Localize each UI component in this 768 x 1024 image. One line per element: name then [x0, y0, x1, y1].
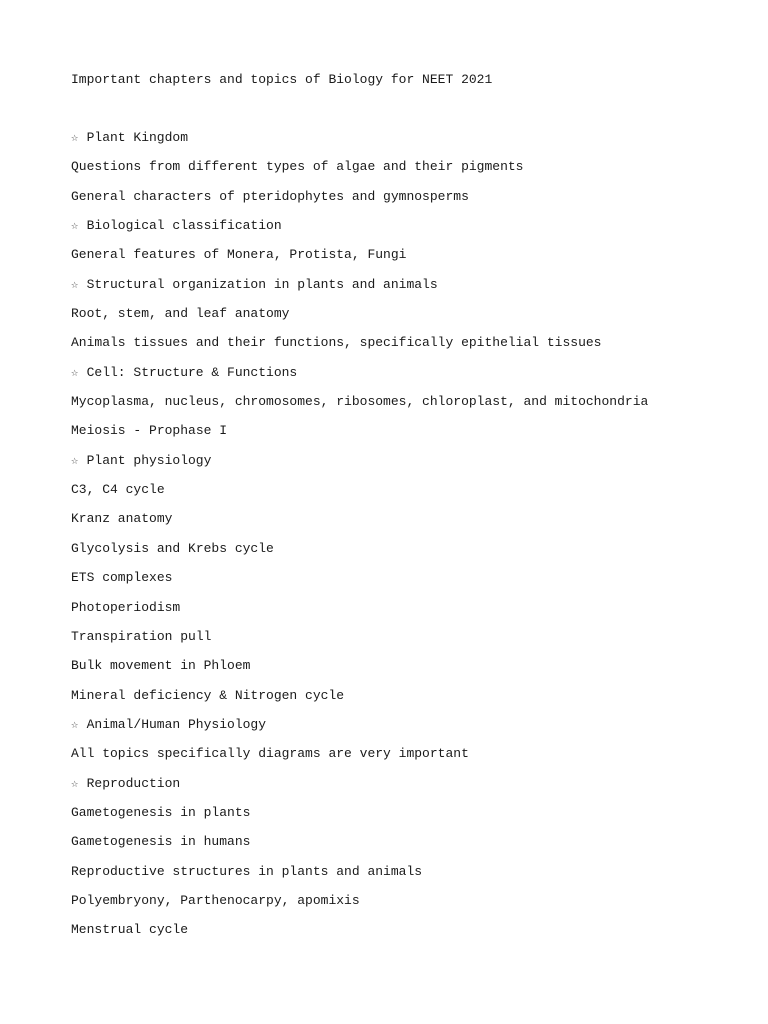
star-outline-icon: ☆	[71, 776, 79, 791]
topic-item: Polyembryony, Parthenocarpy, apomixis	[71, 892, 360, 908]
section-heading	[71, 365, 748, 394]
topic-item: General features of Monera, Protista, Fungi	[71, 247, 407, 263]
star-outline-icon: ☆	[71, 131, 79, 145]
topic-item: Gametogenesis in plants	[71, 804, 251, 820]
topic-item: Gametogenesis in humans	[71, 834, 251, 850]
document-page	[71, 72, 748, 938]
topic-item: Kranz anatomy	[71, 511, 173, 527]
topic-item: All topics specifically diagrams are very important	[71, 746, 469, 762]
section-heading	[71, 130, 748, 159]
topic-item: ETS complexes	[71, 570, 173, 586]
topic-item: Photoperiodism	[71, 599, 181, 615]
section-heading-label: Animal/Human Physiology	[86, 716, 267, 732]
section-heading-label: Plant physiology	[86, 452, 212, 468]
topic-item: C3, C4 cycle	[71, 482, 165, 498]
topic-item: Reproductive structures in plants and animals	[71, 863, 423, 879]
section-heading	[71, 277, 748, 306]
topic-item: Transpiration pull	[71, 628, 212, 644]
topic-item: Menstrual cycle	[71, 922, 189, 938]
section-heading	[71, 218, 748, 247]
topic-item: General characters of pteridophytes and gymnosperms	[71, 188, 469, 204]
star-outline-icon: ☆	[71, 219, 79, 234]
star-outline-icon: ☆	[71, 365, 79, 380]
topic-item: Glycolysis and Krebs cycle	[71, 540, 274, 556]
topic-item: Bulk movement in Phloem	[71, 658, 251, 674]
section-heading	[71, 717, 748, 746]
section-heading-label: Structural organization in plants and animals	[86, 276, 438, 292]
section-heading-label: Biological classification	[86, 218, 282, 234]
topic-item: Questions from different types of algae and their pigments	[71, 159, 524, 175]
section-heading-label: Cell: Structure & Functions	[86, 364, 298, 380]
document-title: Important chapters and topics of Biology for NEET 2021	[71, 72, 493, 87]
topic-item: Meiosis - Prophase I	[71, 423, 228, 439]
topic-item: Animals tissues and their functions, specifically epithelial tissues	[71, 335, 602, 351]
star-outline-icon: ☆	[71, 717, 79, 732]
star-outline-icon: ☆	[71, 453, 79, 468]
topic-item: Mycoplasma, nucleus, chromosomes, ribosomes, chloroplast, and mitochondria	[71, 394, 649, 410]
section-heading-label: Reproduction	[86, 775, 181, 791]
section-heading	[71, 776, 748, 805]
star-outline-icon: ☆	[71, 277, 79, 292]
section-heading-label: Plant Kingdom	[86, 130, 189, 145]
topic-item: Root, stem, and leaf anatomy	[71, 306, 290, 322]
topic-list	[71, 130, 748, 952]
topic-item: Mineral deficiency & Nitrogen cycle	[71, 687, 345, 703]
section-heading	[71, 453, 748, 482]
